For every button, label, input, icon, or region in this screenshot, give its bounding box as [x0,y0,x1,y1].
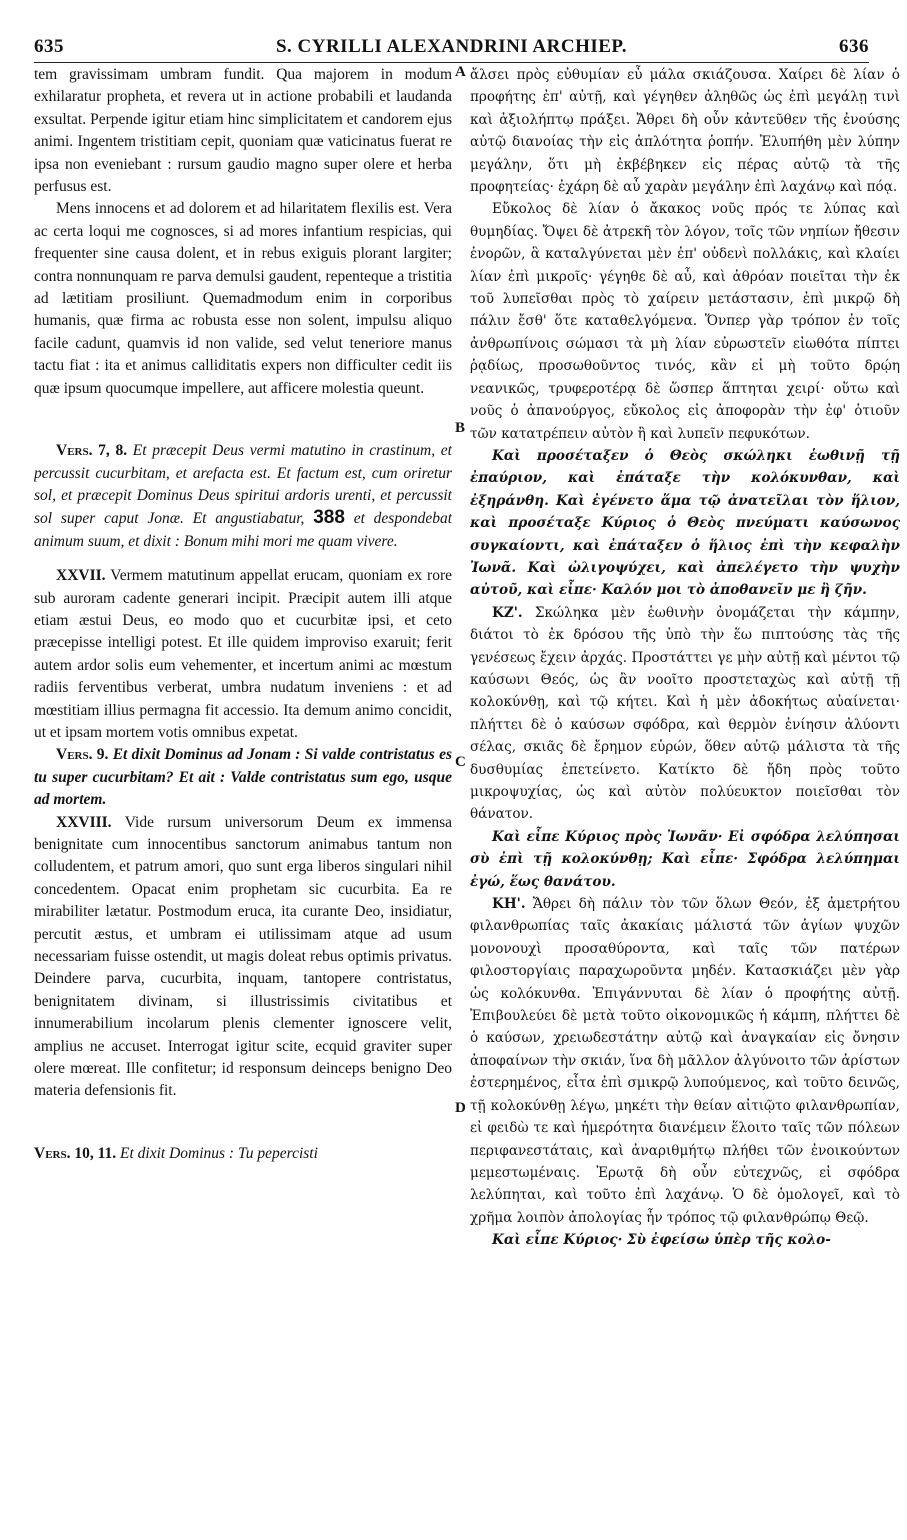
section-label: ΚΖ'. [492,604,523,621]
greek-column [470,64,900,1532]
latin-paragraph: Mens innocens et ad dolorem et ad hilaritatem flexilis est. Vera ac certa loqui me cognosces, si ad mores infantium respicias, qui frequenter sine causa dolent, et in rebus exiguis plorant largiter; contra nonnunquam re parva demulsi gaudent, repenteque a tristitia ad lætitiam prosiliunt. Quemadmodum enim in corporibus humanis, quæ firma ac robusta esse non solent, impulsu aliquo facile cadunt, quamvis id non valide, sed velut teneriore manus tactu fiat : ita et animus calliditatis expers non difficulter cedit iis quæ ipsum quocumque impellere, aut afficere molestia queunt. [34,200,452,397]
verse-text: et despondebat animum suum, et dixit : Bonum mihi mori me quam vivere. [34,510,452,550]
latin-section-28 [34,812,452,1103]
section-label: XXVIII. [56,813,112,831]
greek-verse-9: Καὶ εἶπε Κύριος πρὸς Ἰωνᾶν· Εἰ σφόδρα λελύπησαι σὺ ἐπὶ τῇ κολοκύνθῃ; Καὶ εἶπε· Σφόδρα λελύπημαι ἐγώ, ἕως θανάτου. [470,828,900,890]
greek-verse-7-8: Καὶ προσέταξεν ὁ Θεὸς σκώληκι ἑωθινῇ τῇ ἐπαύριον, καὶ ἐπάταξε τὴν κολόκυνθαν, καὶ ἐξηράνθη. Καὶ ἐγένετο ἅμα τῷ ἀνατεῖλαι τὸν ἥλιον, καὶ προσέταξε Κύριος ὁ Θεὸς πνεύματι καύσωνος συγκαίοντι, καὶ ἐπάταξεν ὁ ἥλιος ἐπὶ τὴν κεφαλὴν Ἰωνᾶ. Καὶ ὠλιγοψύχει, καὶ ἀπελέγετο τὴν ψυχὴν αὐτοῦ, καὶ εἶπε· Καλόν μοι τὸ ἀποθανεῖν με ἢ ζῆν. [470,447,900,599]
greek-section-28 [470,893,900,1229]
verse-text: Et dixit Dominus : Tu pepercisti [120,1144,318,1162]
section-label: XXVII. [56,567,106,585]
latin-verse-9 [34,744,452,811]
verse-text: Et præcepit Deus vermi matutino in crastinum, et percussit cucurbitam, et arefacta est. Et factum est, cum oriretur sol, et præcepit Dominus Deus spiritui ardoris urenti, et percussit sol super caput Jonæ. Et angustiabatur, [34,442,452,528]
running-header [34,36,869,63]
section-text: Vermem matutinum appellat erucam, quoniam ex rore sub auroram cadente generari incipit. Præcipit autem illi atque etiam æstui Deus, eo modo quo et cucurbitæ ipsi, et ceto præcepisse intelligi potest. Et ille quidem improviso exaruit; ferit autem ardor solis eum vehementer, et incertum animi ac mœstum radiis ferventibus verberat, umbra nudatum inveniens : et ad mœstitiam illius permagna fit accessio. Ita demum animo concidit, ut et ipsam mortem votis omnibus expetat. [34,567,452,741]
greek-paragraph: Εὔκολος δὲ λίαν ὁ ἄκακος νοῦς πρός τε λύπας καὶ θυμηδίας. Ὄψει δὲ ἀτρεκῆ τὸν λόγον, τοῖς τῶν νηπίων ἤθεσιν ἐνορῶν, ἃ καταλγύνεται μὲν ἐπ' οὐδενὶ πολλάκις, καὶ κλαίει λίαν ἐπὶ μικροῖς· γέγηθε δὲ αὖ, καὶ ἀθρόαν ποιεῖται τὴν ἐκ τοῦ λυπεῖσθαι πρὸς τὸ χαίρειν μετάστασιν, ἐπὶ μικρῷ δὴ πάλιν ἔσθ' ὅτε καταθελγόμενα. Ὅνπερ γὰρ τρόπον ἐν τοῖς ἀνθρωπίνοις σώμασι τὰ μὴ λίαν εὐρωστεῖν εἰωθότα πίπτει ῥᾳδίως, προσωθοῦντος τινός, κἂν εἰ μὴ τοῦτο δρῴη νεανικῶς, τρυφεροτέρᾳ δὲ ὥσπερ ἅπτηται χειρί· οὕτω καὶ νοῦς ὁ ἀπανούργος, εὔκολος εἰς ἀποφορὰν τὴν ἐφ' ὁτιοῦν τῶν κατατρέπειν αὐτὸν ἢ καὶ λυπεῖν πεφυκότων. [470,201,900,442]
margin-letter-c: C [455,754,466,770]
margin-letter-d: D [455,1100,466,1116]
latin-verse-10-11 [34,1143,452,1165]
section-text: Σκώληκα μὲν ἑωθινὴν ὀνομάζεται τὴν κάμπην, διάτοι τὸ ἐκ δρόσου τῆς ὑπὸ τὴν ἕω πιπτούσης τὰς τῆς γενέσεως ἔχειν ἀρχάς. Προστάττει γε μὴν αὐτῇ καὶ μέντοι τῷ καύσωνι Θεός, ὡς ἂν νοοῖτο προστεταχὼς καὶ αὐτῇ τῇ κολοκύνθῃ, καὶ τῷ κήτει. Καὶ ἡ μὲν ἀδοκήτως αὐαίνεται· πλήττει δὲ ὁ καύσων σφόδρα, καὶ θερμὸν ἐνίησιν ἀλύοντι σέλας, σκιᾶς δὲ ἔρημον εὑρών, ὅθεν αὐτῷ μάλιστα τὰ τῆς δυσθυμίας ἐπετείνετο. Κατίκτο δὲ ἤδη πρὸς τοῦτο μικροψυχίας, ὡς καὶ αὐτὸν πολύευκτον ποιεῖσθαι τὸν θάνατον. [470,604,900,823]
verse-label: Vers. 7, 8. [56,442,128,460]
margin-letter-b: B [455,420,466,436]
section-label: ΚΗ'. [492,896,526,913]
page-number-right: 636 [839,36,869,57]
page-number-left: 635 [34,36,64,57]
greek-verse-10-11: Καὶ εἶπε Κύριος· Σὺ ἐφείσω ὑπὲρ τῆς κολο- [492,1232,831,1249]
verse-text: Et dixit Dominus ad Jonam : Si valde contristatus es tu super cucurbitam? Et ait : Valde contristatus sum ego, usque ad mortem. [34,746,452,809]
greek-paragraph: ἄλσει πρὸς εὐθυμίαν εὖ μάλα σκιάζουσα. Χαίρει δὲ λίαν ὁ προφήτης ἐπ' αὐτῇ, καὶ γέγηθεν ἀληθῶς ὡς ἐπὶ μεγάλῃ τινὶ καὶ ἀξιολήπτῳ πράξει. Ἄθρει δὴ οὖν κἀντεῦθεν τῆς ἐνούσης αὐτῷ διανοίας τὴν εἰς ἁπλότητα ῥοπήν. Ἐλυπήθη μὲν λύπην μεγάλην, ὅτι μὴ ἐκβέβηκεν εἰς πέρας αὐτῷ τὰ τῆς προφητείας· ἐχάρη δὲ αὖ χαρὰν μεγάλην ἐπὶ λαχάνῳ καὶ πόᾳ. [470,67,900,196]
verse-label: Vers. 9. [56,746,109,764]
greek-section-27 [470,602,900,826]
running-title: S. CYRILLI ALEXANDRINI ARCHIEP. [275,36,628,57]
latin-verse-7-8 [34,440,452,553]
latin-column [34,64,452,1532]
edition-page-marker: 388 [313,507,345,529]
latin-section-27 [34,565,452,744]
margin-letter-a: A [455,64,466,80]
latin-paragraph: tem gravissimam umbram fundit. Qua majorem in modum exhilaratur propheta, et revera ut in actione probabili et laudanda exsultat. Perpende igitur etiam hinc simplicitatem et candorem ejus animi. Ingentem tristitiam cepit, quoniam quæ vaticinatus fuerat re ipsa non eveniebant : rursum gaudio magno super olere et herba perfusus est. [34,66,452,196]
section-text: Ἄθρει δὴ πάλιν τὸν τῶν ὅλων Θεόν, ἐξ ἀμετρήτου φιλανθρωπίας ταῖς ἀκακίαις μάλιστά τῶν ἁγίων ψυχῶν μονονουχὶ προσαθύροντα, καὶ ταῖς τῶν πατέρων φιλοστοργίαις παραχωροῦντα μηδέν. Κατασκιάζει μὲν γὰρ ὡς κολόκυνθα. Ἐπιγάννυται δὲ λίαν ὁ προφήτης αὐτῇ. Ἐπιβουλεύει δὲ μετὰ τοῦτο οἰκονομικῶς ἡ κάμπη, πλήττει δὲ ὁ καύσων, χρειωδεστάτην αὐτῷ καὶ ἀναγκαίαν εἰς ὄνησιν ἀποφαίνων τὴν σκιάν, ἵνα δὴ μᾶλλον ἀλγύνοιτο τῶν ἀρίστων ἐστερημένος, εἶτα ἐπὶ σμικρῷ λυπούμενος, καὶ τοῦτο δεινῶς, τῇ κολοκύνθῃ λέγω, μηκέτι τὴν θείαν αἰτιῷτο φιλανθρωπίαν, εἰ φειδὼ τε καὶ ἡμερότητα διανέμειν ἕλοιτο ταῖς τῶν πόλεων περιφανεστάταις, καὶ ἀναριθμήτῳ πλήθει τῶν ἐνοικούντων μεμεστωμέναις. Ἐρωτᾷ δὴ οὖν εὐτεχνῶς, εἰ σφόδρα λελύπηται, καὶ τοῦτο ἐπὶ λαχάνῳ. Ὁ δὲ ὁμολογεῖ, καὶ τὸ χρῆμα λοιπὸν ἀπολογίας ἦν τρόπος τῷ φιλανθρώπῳ Θεῷ. [470,896,900,1226]
section-text: Vide rursum universorum Deum ex immensa benignitate cum innocentibus sanctorum animabus tantum non colludentem, et patrum amori, quo sunt erga liberos singulari nihil concedentem. Opacat enim prophetam sic cucurbita. Ea re mirabiliter lætatur. Postmodum eruca, ita curante Deo, insidiatur, percutit æstus, et umbram ei utilissimam atque ad usum necessariam fuisse ostendit, ut magis doleat rebus optimis privatus. Deindere parva, cucurbita, inquam, tantopere contristatus, benignitatem divinam, si illustrissimis civitatibus et innumerabilium incolarum plenis clementer ignoscere velit, amplius ne accuset. Interrogat igitur scite, ecquid graviter super olere mœreat. Ille confitetur; id responsum deinceps benigno Deo materia defensionis fit. [34,813,452,1100]
verse-label: Vers. 10, 11. [34,1144,117,1162]
